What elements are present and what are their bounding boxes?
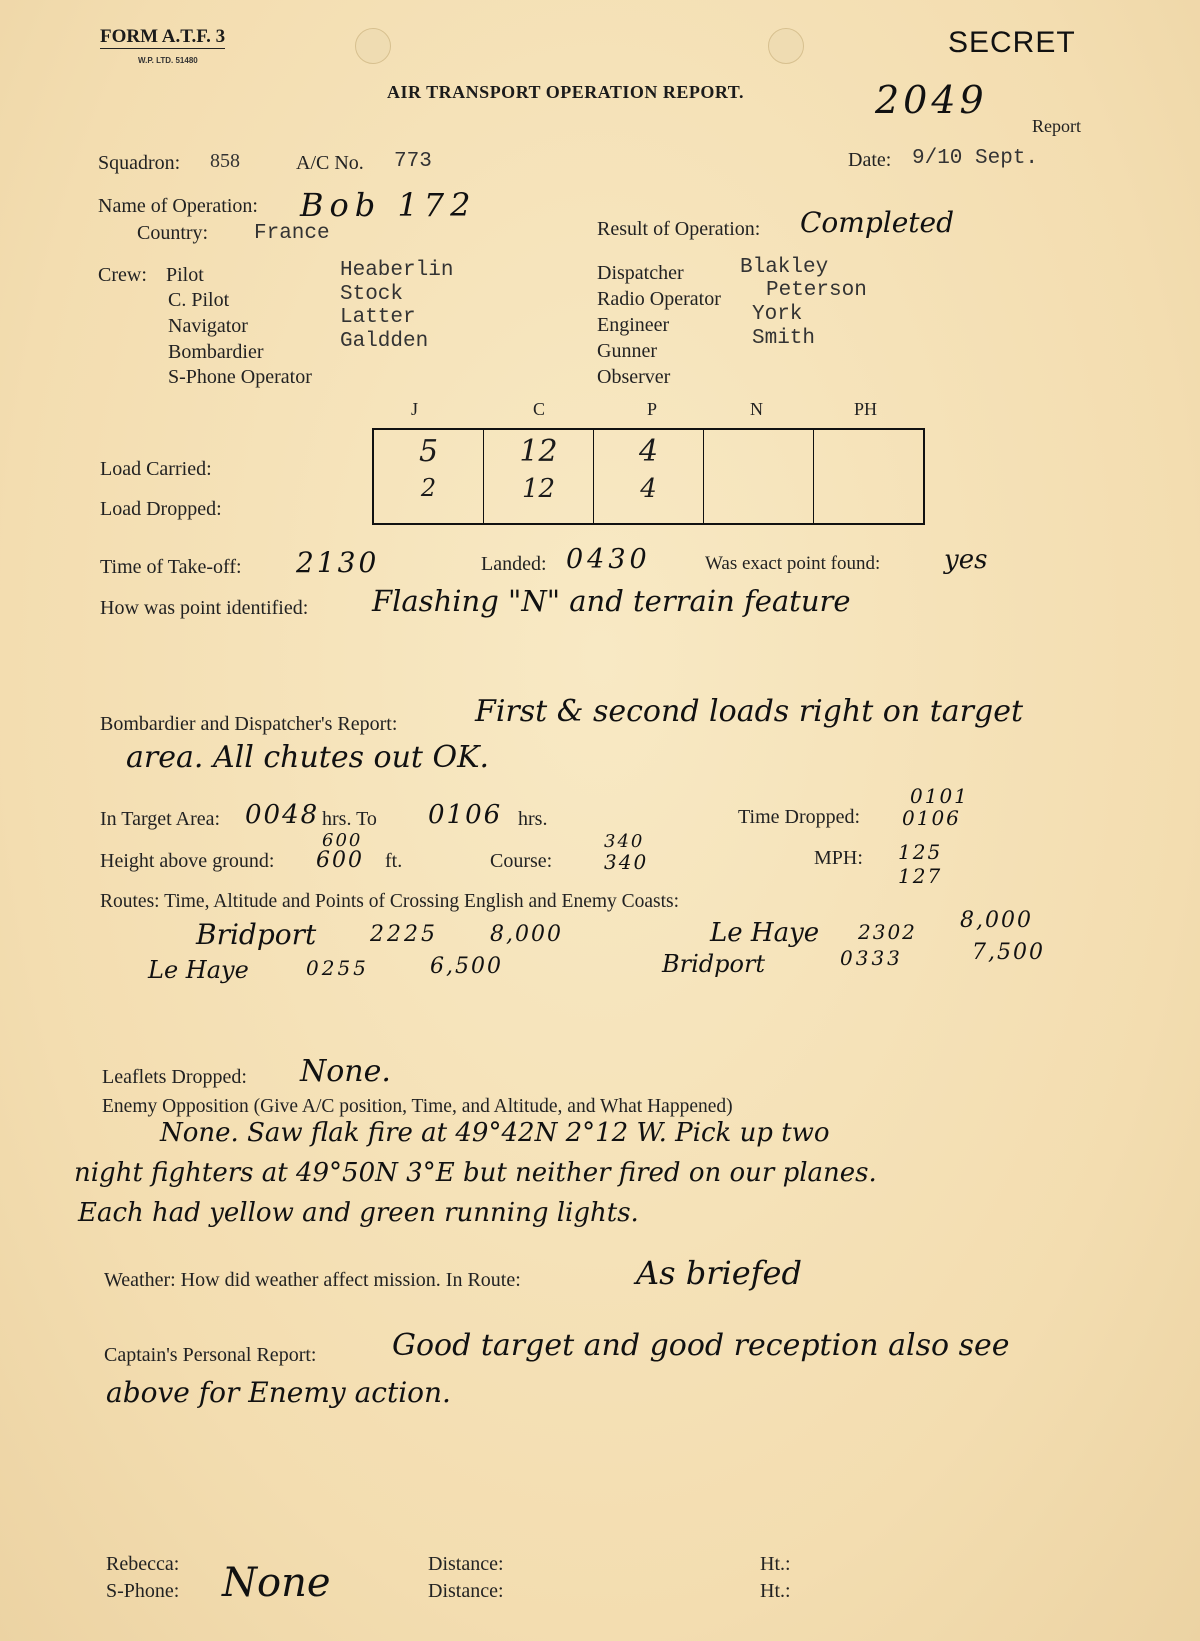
load-carried-label: Load Carried:	[100, 458, 212, 480]
crew-role-copilot: C. Pilot	[168, 289, 230, 311]
exact-point-value: yes	[944, 545, 988, 575]
crew-name-dispatcher: Blakley	[740, 256, 829, 279]
rebecca-label: Rebecca:	[106, 1553, 180, 1575]
load-col-n: N	[750, 399, 763, 419]
route-2-alt-a: 6,500	[430, 954, 503, 979]
load-col-ph: PH	[854, 399, 878, 419]
route-2-point-b: Bridport	[662, 950, 766, 978]
exact-point-label: Was exact point found:	[705, 553, 881, 574]
form-id: FORM A.T.F. 3	[100, 26, 226, 47]
crew-name-navigator: Latter	[340, 306, 416, 329]
crew-role-pilot: Pilot	[166, 264, 204, 286]
target-area-hrs: hrs.	[518, 808, 548, 830]
load-carried-p: 4	[638, 434, 659, 469]
time-dropped-value2: 0106	[902, 806, 961, 830]
point-identified-label: How was point identified:	[100, 597, 309, 619]
route-2-alt-b: 7,500	[972, 940, 1045, 965]
load-col-c: C	[533, 399, 546, 419]
load-column-p	[594, 430, 704, 523]
mph-value1: 125	[898, 840, 943, 864]
report-label: Report	[1032, 116, 1081, 136]
route-2-point-a: Le Haye	[148, 956, 249, 984]
operation-value: Bob 172	[300, 186, 477, 224]
ac-no-value: 773	[394, 150, 432, 173]
routes-label: Routes: Time, Altitude and Points of Crossing English and Enemy Coasts:	[100, 891, 680, 912]
route-1-alt-a: 8,000	[490, 922, 563, 947]
route-1-point-a: Bridport	[196, 918, 317, 951]
captain-line2: above for Enemy action.	[106, 1376, 451, 1409]
leaflets-value: None.	[300, 1054, 391, 1089]
landed-label: Landed:	[481, 553, 547, 575]
weather-label: Weather: How did weather affect mission. In Route:	[104, 1269, 521, 1291]
load-dropped-label: Load Dropped:	[100, 498, 222, 520]
weather-value: As briefed	[636, 1254, 802, 1292]
crew-role-navigator: Navigator	[168, 315, 248, 337]
crew-role-observer: Observer	[597, 366, 671, 388]
height-value1: 600	[322, 830, 363, 851]
course-value1: 340	[604, 831, 645, 852]
country-label: Country:	[137, 222, 209, 244]
target-area-hrs-to: hrs. To	[322, 808, 377, 830]
crew-name-bombardier: Galdden	[340, 330, 429, 353]
height-label: Height above ground:	[100, 850, 275, 872]
leaflets-label: Leaflets Dropped:	[102, 1066, 247, 1088]
course-value2: 340	[604, 850, 649, 874]
enemy-label: Enemy Opposition (Give A/C position, Time, and Altitude, and What Happened)	[102, 1096, 733, 1117]
takeoff-label: Time of Take-off:	[100, 556, 242, 578]
route-1-time-a: 2225	[370, 922, 438, 947]
target-area-to: 0106	[428, 800, 503, 830]
crew-name-copilot: Stock	[340, 283, 404, 306]
date-value: 9/10 Sept.	[912, 147, 1039, 170]
crew-label: Crew:	[98, 264, 147, 286]
bombardier-report-line1: First & second loads right on target	[475, 694, 1023, 729]
crew-role-sphone: S-Phone Operator	[168, 366, 312, 388]
crew-name-engineer: York	[752, 303, 803, 326]
date-label: Date:	[848, 149, 892, 171]
squadron-label: Squadron:	[98, 152, 181, 174]
result-value: Completed	[800, 206, 955, 239]
crew-name-radio: Peterson	[766, 279, 867, 302]
time-dropped-value1: 0101	[910, 784, 969, 808]
form-print: W.P. LTD. 51480	[138, 56, 198, 65]
captain-label: Captain's Personal Report:	[104, 1344, 317, 1366]
load-dropped-c: 12	[521, 474, 556, 504]
report-number: 2049	[875, 78, 988, 122]
page-title: AIR TRANSPORT OPERATION REPORT.	[387, 82, 744, 102]
load-dropped-j: 2	[420, 474, 437, 502]
load-col-j: J	[411, 399, 419, 419]
squadron-value: 858	[210, 150, 240, 172]
load-dropped-p: 4	[640, 474, 657, 504]
crew-name-pilot: Heaberlin	[340, 259, 454, 282]
load-column-c	[484, 430, 594, 523]
point-identified-value: Flashing "N" and terrain feature	[372, 584, 851, 618]
captain-line1: Good target and good reception also see	[392, 1328, 1010, 1363]
load-carried-j: 5	[418, 434, 439, 469]
result-label: Result of Operation:	[597, 218, 761, 240]
load-column-j	[374, 430, 484, 523]
country-value: France	[254, 222, 330, 245]
time-dropped-label: Time Dropped:	[738, 806, 861, 828]
enemy-line3: Each had yellow and green running lights.	[78, 1198, 639, 1228]
crew-name-gunner: Smith	[752, 327, 816, 350]
rebecca-ht-label: Ht.:	[760, 1553, 791, 1575]
crew-role-gunner: Gunner	[597, 340, 657, 362]
enemy-line2: night fighters at 49°50N 3°E but neither fired on our planes.	[74, 1158, 877, 1188]
punch-hole-right	[768, 28, 804, 64]
bombardier-report-line2: area. All chutes out OK.	[126, 740, 490, 775]
mph-label: MPH:	[814, 847, 863, 869]
route-1-point-b: Le Haye	[710, 918, 820, 948]
crew-role-dispatcher: Dispatcher	[597, 262, 684, 284]
route-2-time-a: 0255	[306, 956, 369, 980]
load-column-ph	[814, 430, 923, 523]
height-value2: 600	[316, 848, 364, 873]
operation-label: Name of Operation:	[98, 195, 258, 217]
target-area-label: In Target Area:	[100, 808, 221, 830]
route-1-alt-b: 8,000	[960, 908, 1033, 933]
mph-value2: 127	[898, 864, 943, 888]
sphone-value: None	[222, 1560, 331, 1606]
sphone-distance-label: Distance:	[428, 1580, 504, 1602]
route-2-time-b: 0333	[840, 946, 903, 970]
crew-role-radio: Radio Operator	[597, 288, 721, 310]
sphone-ht-label: Ht.:	[760, 1580, 791, 1602]
load-carried-c: 12	[519, 434, 558, 469]
sphone-label: S-Phone:	[106, 1580, 180, 1602]
punch-hole-left	[355, 28, 391, 64]
takeoff-value: 2130	[296, 546, 380, 579]
route-1-time-b: 2302	[858, 920, 917, 944]
classification-stamp: SECRET	[948, 26, 1076, 59]
rebecca-distance-label: Distance:	[428, 1553, 504, 1575]
height-unit: ft.	[385, 850, 403, 872]
crew-role-bombardier: Bombardier	[168, 341, 264, 363]
load-col-p: P	[647, 399, 658, 419]
load-column-n	[704, 430, 814, 523]
target-area-from: 0048	[245, 800, 320, 830]
load-table	[372, 428, 925, 525]
course-label: Course:	[490, 850, 553, 872]
enemy-line1: None. Saw flak fire at 49°42N 2°12 W. Pick up two	[160, 1118, 830, 1148]
bombardier-report-label: Bombardier and Dispatcher's Report:	[100, 713, 398, 735]
crew-role-engineer: Engineer	[597, 314, 670, 336]
landed-value: 0430	[566, 544, 651, 575]
ac-no-label: A/C No.	[296, 152, 364, 174]
